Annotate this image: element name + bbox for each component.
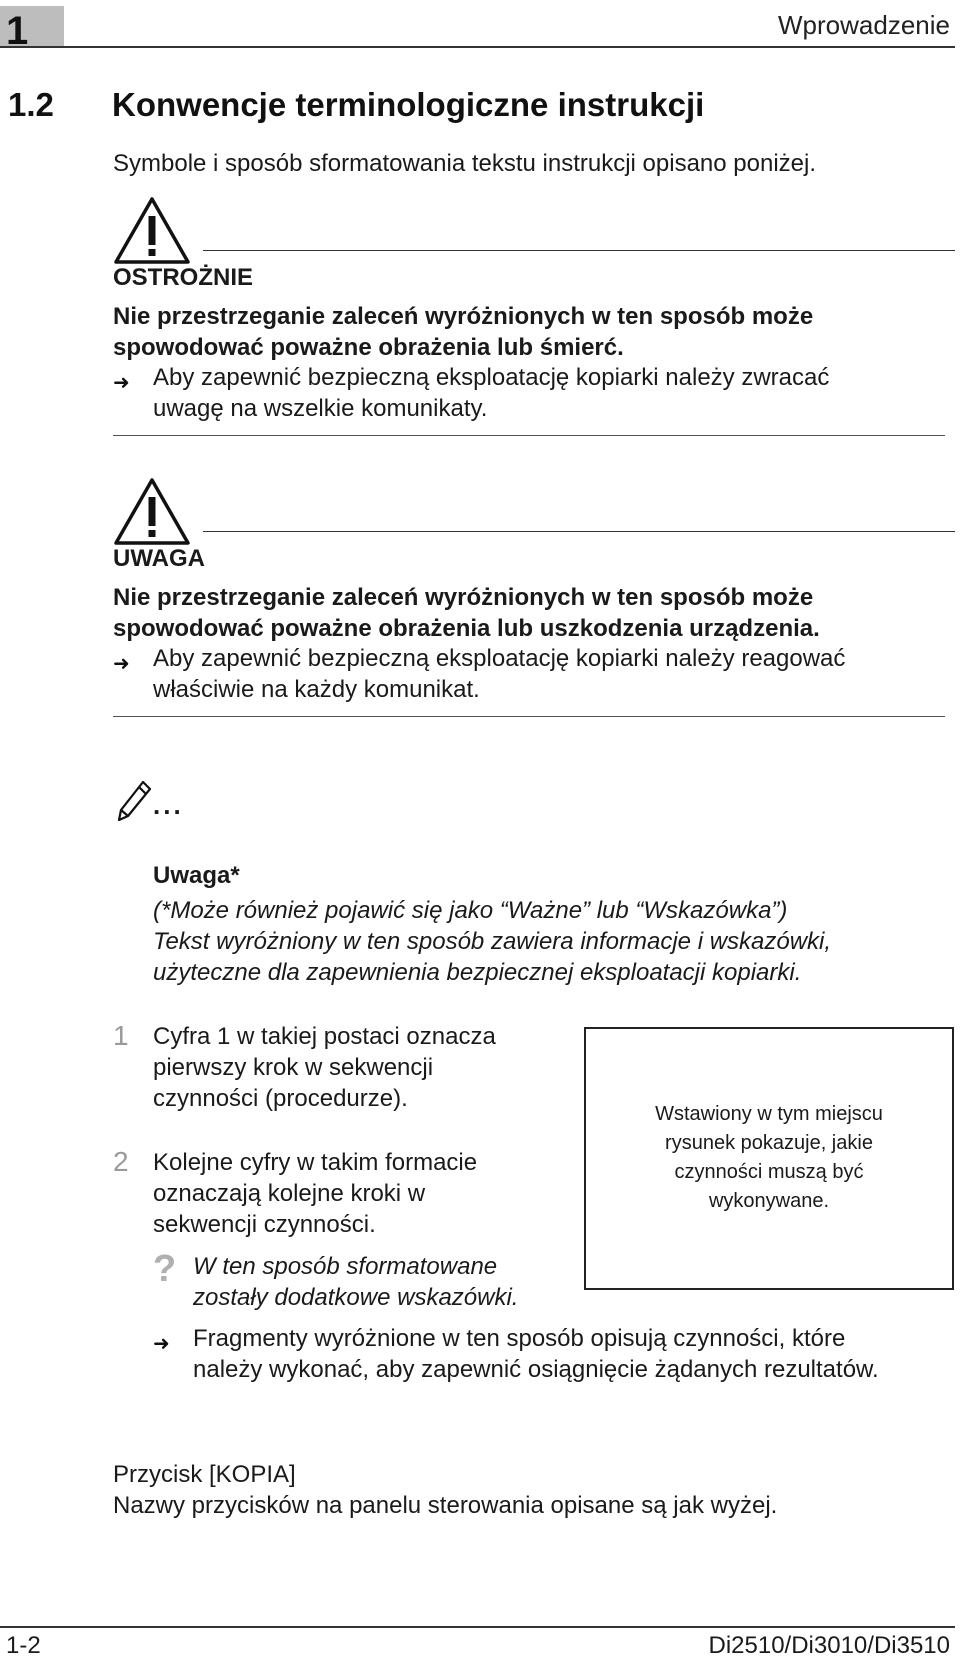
caution-label: OSTROŻNIE <box>113 264 254 291</box>
warning-label: UWAGA <box>113 545 205 572</box>
note-line: (*Może również pojawić się jako “Ważne” lub “Wskazówka”) <box>153 897 788 924</box>
warning-action-line: właściwie na każdy komunikat. <box>153 676 480 703</box>
step-number: 2 <box>113 1146 129 1177</box>
caution-text-line: spowodować poważne obrażenia lub śmierć. <box>113 334 624 361</box>
step-line: Cyfra 1 w takiej postaci oznacza <box>153 1023 496 1050</box>
caution-action-line: uwagę na wszelkie komunikaty. <box>153 395 488 422</box>
hint-line: zostały dodatkowe wskazówki. <box>193 1284 519 1311</box>
section-heading <box>8 86 704 124</box>
note-line: Tekst wyróżniony w ten sposób zawiera informacje i wskazówki, <box>153 928 832 955</box>
action-line: należy wykonać, aby zapewnić osiągnięcie żądanych rezultatów. <box>193 1356 879 1383</box>
section-number: 1.2 <box>8 86 54 123</box>
step-line: Kolejne cyfry w takim formacie <box>153 1149 478 1176</box>
running-header-title: Wprowadzenie <box>778 10 950 40</box>
step-line: pierwszy krok w sekwencji <box>153 1054 434 1081</box>
step-line: czynności (procedurze). <box>153 1085 408 1112</box>
warning-text-line: Nie przestrzeganie zaleceń wyróżnionych w ten sposób może <box>113 584 814 611</box>
caution-action-line: Aby zapewnić bezpieczną eksploatację kopiarki należy zwracać <box>153 364 830 391</box>
warning-rule <box>203 531 955 532</box>
step-number: 1 <box>113 1020 129 1051</box>
arrow-right-icon: ➜ <box>153 1333 170 1355</box>
header-divider <box>0 46 955 48</box>
step-line: sekwencji czynności. <box>153 1211 376 1238</box>
warning-triangle-icon <box>113 477 191 547</box>
chapter-number: 1 <box>6 9 29 53</box>
pencil-icon <box>117 778 153 822</box>
caution-bottom-rule <box>113 435 945 436</box>
figure-caption <box>584 1100 954 1216</box>
model-name: Di2510/Di3010/Di3510 <box>708 1632 950 1659</box>
page-number: 1-2 <box>6 1632 41 1659</box>
step-line: oznaczają kolejne kroki w <box>153 1180 426 1207</box>
arrow-right-icon: ➜ <box>113 372 130 394</box>
button-convention-example: Przycisk [KOPIA] <box>113 1461 296 1488</box>
arrow-right-icon: ➜ <box>113 653 130 675</box>
footer-divider <box>0 1626 955 1628</box>
note-label: Uwaga* <box>153 862 240 889</box>
warning-triangle-icon <box>113 196 191 266</box>
figure-caption-line: Wstawiony w tym miejscu <box>655 1103 883 1125</box>
note-ellipsis: ... <box>153 790 184 820</box>
hint-line: W ten sposób sformatowane <box>193 1253 498 1280</box>
action-line: Fragmenty wyróżnione w ten sposób opisują czynności, które <box>193 1325 846 1352</box>
section-intro: Symbole i sposób sformatowania tekstu instrukcji opisano poniżej. <box>113 150 817 177</box>
figure-caption-line: czynności muszą być <box>674 1161 864 1183</box>
section-title: Konwencje terminologiczne instrukcji <box>112 86 705 123</box>
question-mark-icon: ? <box>153 1248 177 1290</box>
caution-text-line: Nie przestrzeganie zaleceń wyróżnionych w ten sposób może <box>113 303 814 330</box>
caution-rule <box>203 250 955 251</box>
button-convention-description: Nazwy przycisków na panelu sterowania opisane są jak wyżej. <box>113 1492 778 1519</box>
note-line: użyteczne dla zapewnienia bezpiecznej eksploatacji kopiarki. <box>153 959 802 986</box>
figure-caption-line: wykonywane. <box>708 1190 830 1212</box>
warning-action-line: Aby zapewnić bezpieczną eksploatację kopiarki należy reagować <box>153 645 846 672</box>
warning-bottom-rule <box>113 716 945 717</box>
warning-text-line: spowodować poważne obrażenia lub uszkodzenia urządzenia. <box>113 615 820 642</box>
figure-caption-line: rysunek pokazuje, jakie <box>665 1132 873 1154</box>
